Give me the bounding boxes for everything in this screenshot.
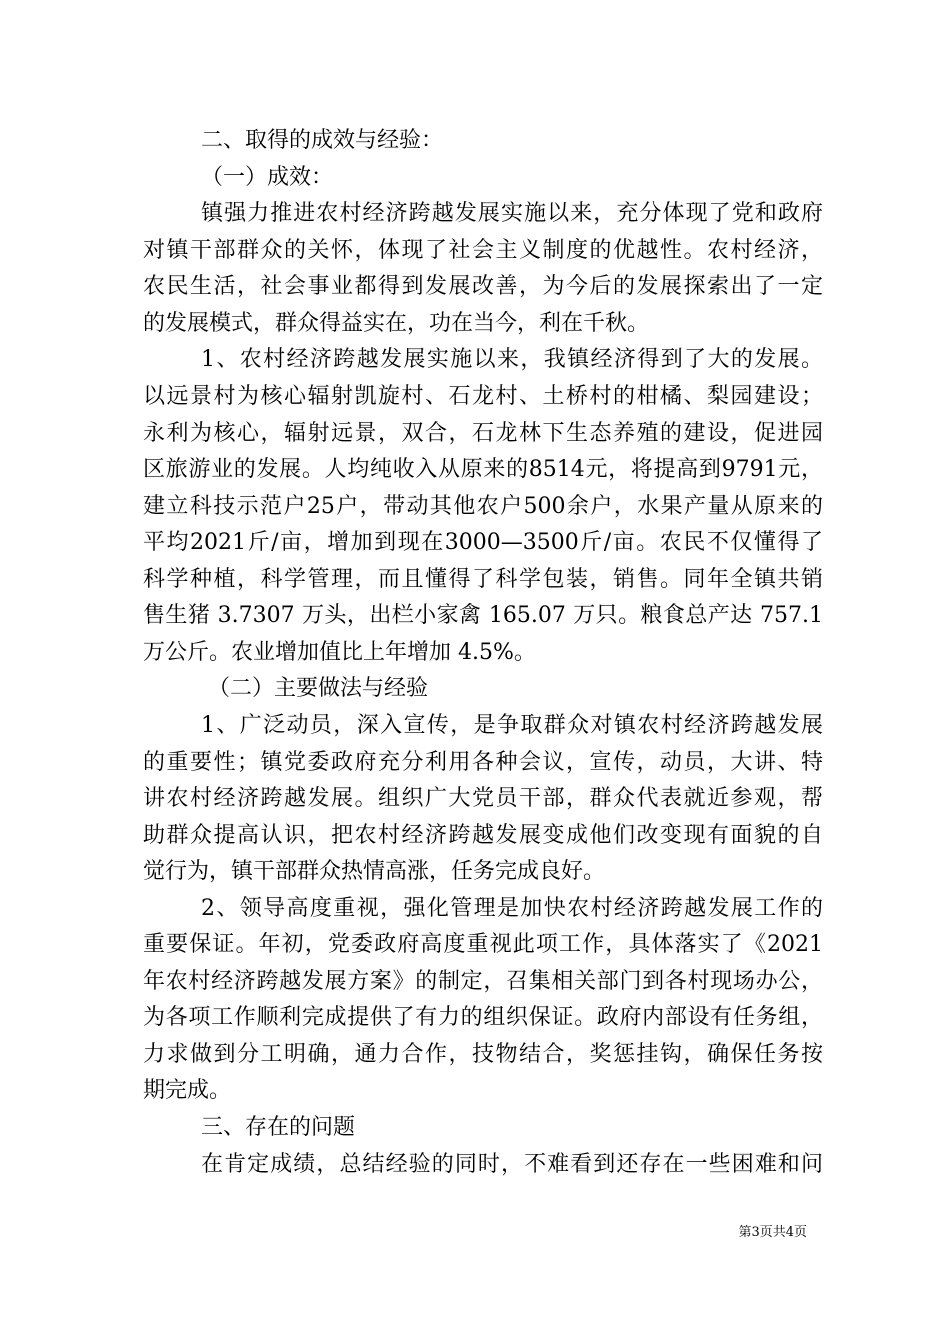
paragraph-line: 讲农村经济跨越发展。组织广大党员干部，群众代表就近参观，帮 (143, 786, 823, 811)
section-heading-problems: 三、存在的问题 (201, 1115, 356, 1140)
paragraph-line: 区旅游业的发展。人均纯收入从原来的8514元，将提高到9791元， (143, 457, 823, 482)
paragraph-line: 售生猪 3.7307 万头，出栏小家禽 165.07 万只。粮食总产达 757.1 (143, 603, 823, 628)
paragraph-line: 的发展模式，群众得益实在，功在当今，利在千秋。 (143, 311, 650, 336)
page-number: 第3页共4页 (738, 1225, 807, 1240)
paragraph-line: 2、领导高度重视，强化管理是加快农村经济跨越发展工作的 (201, 896, 823, 921)
paragraph-line: 对镇干部群众的关怀，体现了社会主义制度的优越性。农村经济， (143, 238, 823, 263)
paragraph-line: 觉行为，镇干部群众热情高涨，任务完成良好。 (143, 859, 606, 884)
paragraph-line: 为各项工作顺利完成提供了有力的组织保证。政府内部设有任务组， (143, 1005, 823, 1030)
paragraph-line: 建立科技示范户25户，带动其他农户500余户，水果产量从原来的 (143, 494, 823, 519)
paragraph-line: 万公斤。农业增加值比上年增加 4.5%。 (143, 640, 536, 665)
paragraph-line: 平均2021斤/亩，增加到现在3000—3500斤/亩。农民不仅懂得了 (143, 530, 823, 555)
paragraph-line: 期完成。 (143, 1078, 232, 1103)
paragraph-line: 重要保证。年初，党委政府高度重视此项工作，具体落实了《2021 (143, 932, 823, 957)
paragraph-line: 力求做到分工明确，通力合作，技物结合，奖惩挂钩，确保任务按 (143, 1042, 823, 1067)
section-heading-achievements: 二、取得的成效与经验： (201, 128, 444, 153)
subsection-heading-methods: （二）主要做法与经验 (208, 676, 429, 701)
subsection-heading-results: （一）成效： (201, 165, 334, 190)
paragraph-line: 1、农村经济跨越发展实施以来，我镇经济得到了大的发展。 (201, 347, 823, 372)
paragraph-line: 的重要性；镇党委政府充分利用各种会议，宣传，动员，大讲、特 (143, 750, 823, 775)
paragraph-line: 以远景村为核心辐射凯旋村、石龙村、土桥村的柑橘、梨园建设； (143, 384, 823, 409)
paragraph-line: 农民生活，社会事业都得到发展改善，为今后的发展探索出了一定 (143, 274, 823, 299)
paragraph-line: 镇强力推进农村经济跨越发展实施以来，充分体现了党和政府 (201, 201, 823, 226)
paragraph-line: 助群众提高认识，把农村经济跨越发展变成他们改变现有面貌的自 (143, 823, 823, 848)
paragraph-line: 永利为核心，辐射远景，双合，石龙林下生态养殖的建设，促进园 (143, 421, 823, 446)
paragraph-line: 1、广泛动员，深入宣传，是争取群众对镇农村经济跨越发展 (201, 713, 823, 738)
paragraph-line: 科学种植，科学管理，而且懂得了科学包装，销售。同年全镇共销 (143, 567, 823, 592)
paragraph-line: 在肯定成绩，总结经验的同时，不难看到还存在一些困难和问 (201, 1152, 823, 1177)
paragraph-line: 年农村经济跨越发展方案》的制定，召集相关部门到各村现场办公， (143, 969, 823, 994)
